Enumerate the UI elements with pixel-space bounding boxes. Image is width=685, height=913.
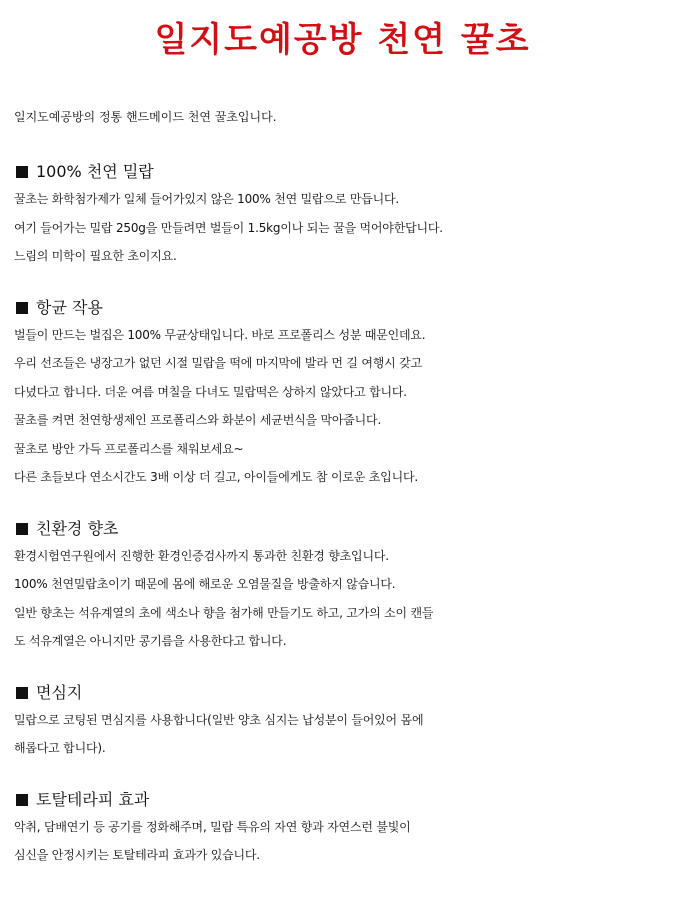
section-heading-label: 면심지: [36, 682, 83, 702]
section-line: 여기 들어가는 밀랍 250g을 만들려면 벌들이 1.5kg이나 되는 꿀을 먹어야한답니다.: [14, 220, 443, 235]
square-bullet-icon: [16, 687, 28, 699]
section-heading: [14, 787, 679, 813]
section-line: 100% 천연밀랍초이기 때문에 몸에 해로운 오염물질을 방출하지 않습니다.: [14, 577, 396, 591]
section-line: 일반 향초는 석유계열의 초에 색소나 향을 첨가해 만들기도 하고, 고가의 소이 캔들: [14, 605, 434, 620]
section-heading-label: 토탈테라피 효과: [36, 789, 150, 809]
section-line: 꿀초를 켜면 천연항생제인 프로폴리스와 화분이 세균번식을 막아줍니다.: [14, 413, 382, 427]
intro-text: 일지도예공방의 정통 핸드메이드 천연 꿀초입니다.: [14, 110, 277, 124]
section-antibacterial: [14, 295, 679, 492]
section-heading-label: 항균 작용: [36, 297, 103, 317]
square-bullet-icon: [16, 166, 28, 178]
section-line: 악취, 담배연기 등 공기를 정화해주며, 밀랍 특유의 자연 향과 자연스런 불빛이: [14, 819, 411, 834]
section-line: 도 석유계열은 아니지만 콩기름을 사용한다고 합니다.: [14, 634, 287, 648]
section-line: 밀랍으로 코팅된 면심지를 사용합니다(일반 양초 심지는 납성분이 들어있어 몸에: [14, 712, 424, 727]
section-line: 다녔다고 합니다. 더운 여름 며칠을 다녀도 밀랍떡은 상하지 않았다고 합니다.: [14, 384, 407, 399]
section-natural-beeswax: [14, 159, 679, 271]
square-bullet-icon: [16, 302, 28, 314]
section-heading: [14, 295, 679, 321]
section-cotton-wick: [14, 680, 679, 763]
section-heading: [14, 680, 679, 706]
section-line: 우리 선조들은 냉장고가 없던 시절 밀랍을 떡에 마지막에 발라 먼 길 여행시 갖고: [14, 356, 422, 370]
product-description: [14, 104, 679, 870]
square-bullet-icon: [16, 523, 28, 535]
section-line: 꿀초는 화학첨가제가 일체 들어가있지 않은 100% 천연 밀랍으로 만듭니다.: [14, 192, 400, 206]
section-heading-label: 100% 천연 밀랍: [36, 162, 154, 181]
section-heading: [14, 159, 679, 185]
section-heading: [14, 516, 679, 542]
section-total-therapy: [14, 787, 679, 870]
section-line: 벌들이 만드는 벌집은 100% 무균상태입니다. 바로 프로폴리스 성분 때문인데요.: [14, 327, 426, 342]
square-bullet-icon: [16, 794, 28, 806]
section-line: 다른 초들보다 연소시간도 3배 이상 더 길고, 아이들에게도 참 이로운 초입니다.: [14, 470, 418, 484]
section-line: 해롭다고 합니다).: [14, 741, 106, 755]
section-line: 꿀초로 방안 가득 프로폴리스를 채워보세요~: [14, 441, 244, 456]
section-line: 심신을 안정시키는 토탈테라피 효과가 있습니다.: [14, 848, 260, 862]
section-line: 느림의 미학이 필요한 초이지요.: [14, 249, 177, 263]
page-title: 일지도예공방 천연 꿀초: [154, 20, 531, 60]
section-heading-label: 친환경 향초: [36, 518, 119, 538]
section-eco-candle: [14, 516, 679, 656]
section-line: 환경시험연구원에서 진행한 환경인증검사까지 통과한 친환경 향초입니다.: [14, 548, 389, 563]
